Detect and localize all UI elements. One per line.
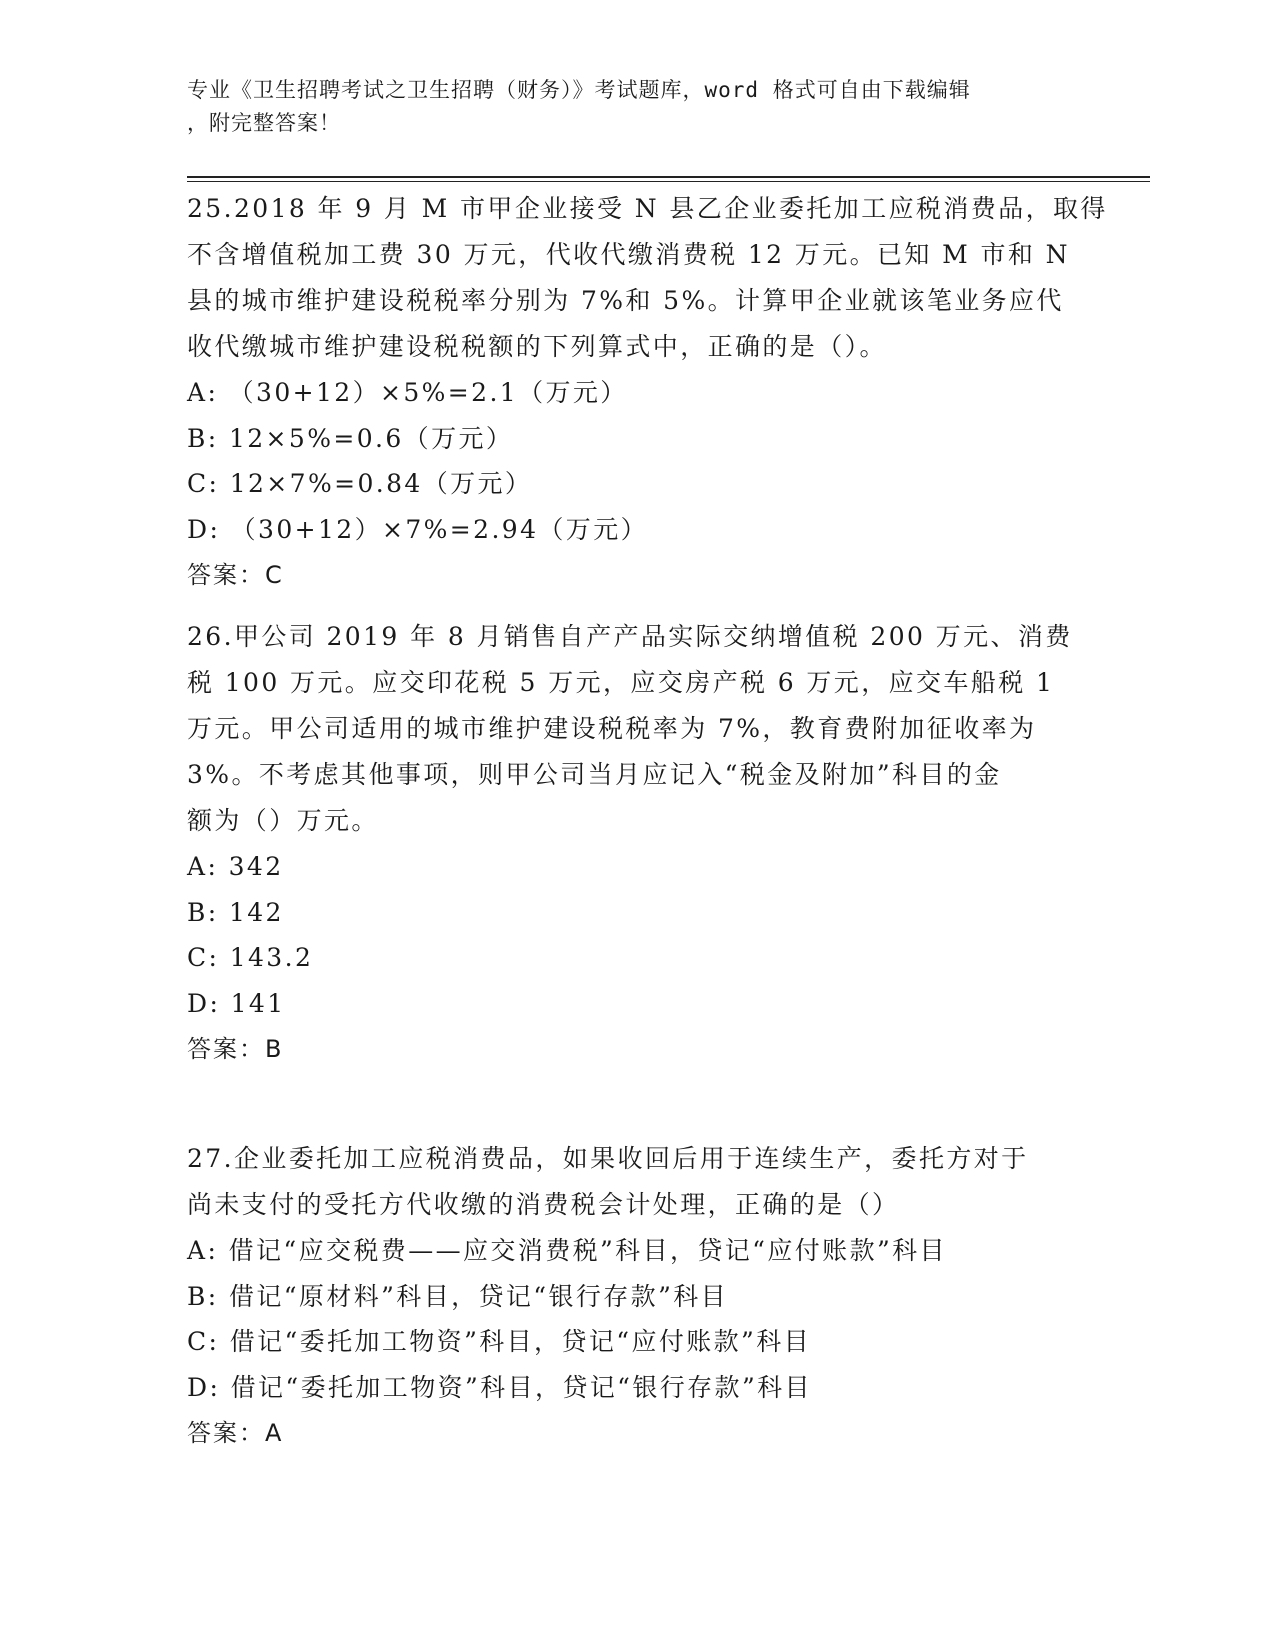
question-stem-line: 27.企业委托加工应税消费品，如果收回后用于连续生产，委托方对于 — [187, 1144, 1029, 1173]
answer-label: 答案：A — [187, 1419, 284, 1447]
question-stem-line: 尚未支付的受托方代收缴的消费税会计处理，正确的是（） — [187, 1190, 900, 1219]
option-c: C: 借记“委托加工物资”科目，贷记“应付账款”科目 — [187, 1327, 812, 1356]
header-line: ，附完整答案！ — [187, 111, 341, 135]
option-c: C: 12×7%=0.84（万元） — [187, 469, 533, 498]
question-stem-line: 县的城市维护建设税税率分别为 7%和 5%。计算甲企业就该笔业务应代 — [187, 286, 1064, 315]
header-divider-thin — [187, 181, 1150, 182]
question-25 — [187, 186, 1108, 598]
question-stem-line: 万元。甲公司适用的城市维护建设税税率为 7%，教育费附加征收率为 — [187, 714, 1037, 743]
question-stem-line: 25.2018 年 9 月 M 市甲企业接受 N 县乙企业委托加工应税消费品，取得 — [187, 194, 1108, 223]
option-a: A: 342 — [187, 852, 284, 881]
header-divider — [187, 176, 1150, 178]
question-stem-line: 26.甲公司 2019 年 8 月销售自产产品实际交纳增值税 200 万元、消费 — [187, 622, 1073, 651]
header-line: 专业《卫生招聘考试之卫生招聘（财务）》考试题库，word 格式可自由下载编辑 — [187, 78, 971, 102]
question-stem-line: 不含增值税加工费 30 万元，代收代缴消费税 12 万元。已知 M 市和 N — [187, 240, 1070, 269]
answer-label: 答案：C — [187, 561, 284, 589]
option-b: B: 142 — [187, 897, 284, 927]
question-stem-line: 税 100 万元。应交印花税 5 万元，应交房产税 6 万元，应交车船税 1 — [187, 668, 1055, 697]
question-stem-line: 3%。不考虑其他事项，则甲公司当月应记入“税金及附加”科目的金 — [187, 760, 1002, 789]
option-a: A: （30+12）×5%=2.1（万元） — [187, 378, 628, 407]
option-c: C: 143.2 — [187, 943, 314, 972]
document-header — [187, 74, 1067, 140]
option-b: B: 借记“原材料”科目，贷记“银行存款”科目 — [187, 1281, 729, 1311]
question-27 — [187, 1136, 1087, 1456]
option-a: A: 借记“应交税费——应交消费税”科目，贷记“应付账款”科目 — [187, 1236, 947, 1265]
answer-label: 答案：B — [187, 1035, 284, 1063]
question-stem-line: 额为（）万元。 — [187, 806, 379, 835]
option-d: D: （30+12）×7%=2.94（万元） — [187, 514, 649, 544]
option-d: D: 借记“委托加工物资”科目，贷记“银行存款”科目 — [187, 1372, 812, 1402]
option-d: D: 141 — [187, 988, 286, 1018]
question-stem-line: 收代缴城市维护建设税税额的下列算式中，正确的是（）。 — [187, 332, 887, 361]
option-b: B: 12×5%=0.6（万元） — [187, 423, 514, 453]
question-26 — [187, 614, 1087, 1072]
